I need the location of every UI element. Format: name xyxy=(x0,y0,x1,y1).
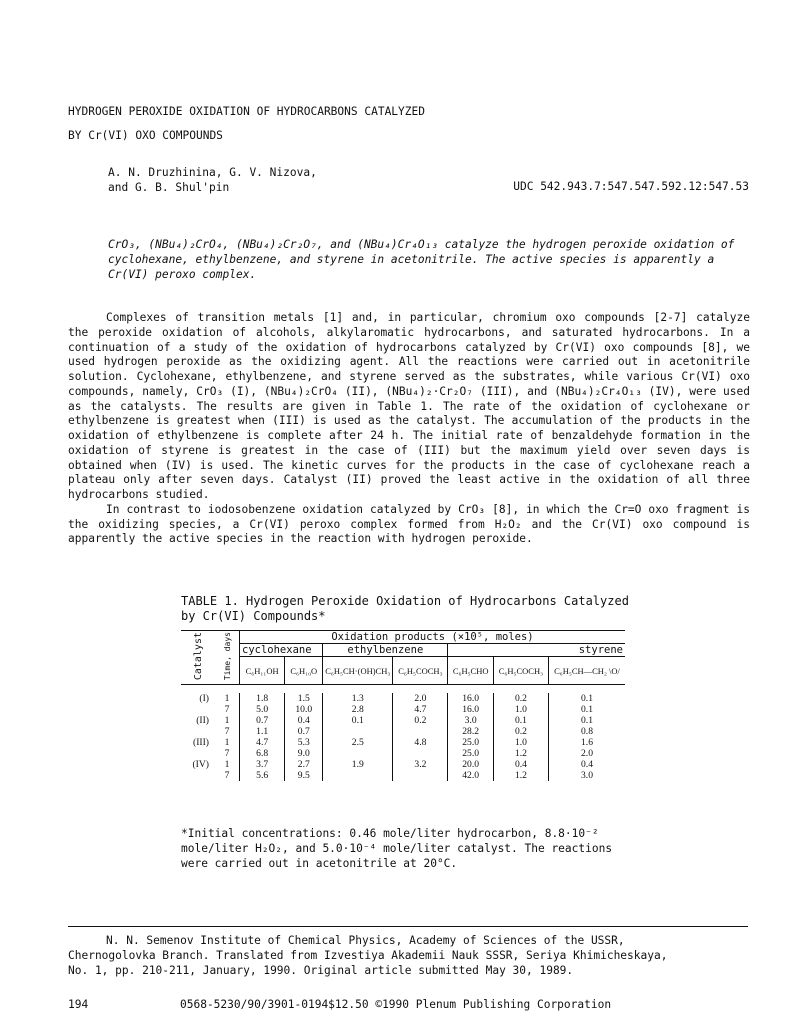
subheader-acetophenone-2: C₆H₅COCH₃ xyxy=(493,657,548,685)
rows-catalyst-III xyxy=(181,737,625,759)
value-cell: 0.2 xyxy=(393,715,448,726)
catalyst-header: Catalyst xyxy=(192,631,204,681)
time-cell: 7 xyxy=(224,726,230,737)
value-cell: 1.9 xyxy=(323,759,393,770)
group-cyclohexane: cyclohexane xyxy=(240,644,323,657)
page-number: 194 xyxy=(68,998,89,1011)
value-cell: 20.0 xyxy=(448,759,493,770)
table-row xyxy=(181,770,625,781)
table-row xyxy=(181,759,625,770)
value-cell: 0.1 xyxy=(549,693,626,704)
table-row xyxy=(181,715,625,726)
rows-catalyst-II xyxy=(181,715,625,737)
value-cell xyxy=(323,748,393,759)
value-cell: 0.2 xyxy=(493,726,548,737)
value-cell: 0.1 xyxy=(493,715,548,726)
value-cell: 0.2 xyxy=(493,693,548,704)
copyright-line: 0568-5230/90/3901-0194$12.50 ©1990 Plenum Publishing Corporation xyxy=(180,998,612,1011)
value-cell: 2.0 xyxy=(549,748,626,759)
value-cell: 6.8 xyxy=(240,748,285,759)
table-caption: TABLE 1. Hydrogen Peroxide Oxidation of Hydrocarbons Catalyzed by Cr(VI) Compounds* xyxy=(181,594,629,623)
value-cell: 16.0 xyxy=(448,704,493,715)
institution-line-2: Chernogolovka Branch. Translated from Izvestiya Akademii Nauk SSSR, Seriya Khimicheskaya, xyxy=(68,949,668,962)
table-row xyxy=(181,737,625,748)
subheader-styrene-oxide: C₆H₅CH—CH₂ \O/ xyxy=(549,657,626,685)
value-cell: 0.4 xyxy=(549,759,626,770)
value-cell: 1.1 xyxy=(240,726,285,737)
value-cell: 25.0 xyxy=(448,748,493,759)
title-line-2: BY Cr(VI) OXO COMPOUNDS xyxy=(68,129,223,142)
value-cell: 0.4 xyxy=(493,759,548,770)
udc-code: UDC 542.943.7:547.547.592.12:547.53 xyxy=(513,180,749,193)
time-cell: 1 xyxy=(224,759,230,770)
value-cell: 0.8 xyxy=(549,726,626,737)
value-cell: 1.5 xyxy=(285,693,323,704)
value-cell: 2.8 xyxy=(323,704,393,715)
value-cell: 0.7 xyxy=(285,726,323,737)
value-cell: 1.2 xyxy=(493,770,548,781)
body-text xyxy=(68,311,750,547)
time-cell: 1 xyxy=(224,737,230,748)
time-cell: 7 xyxy=(224,770,230,781)
group-ethylbenzene: ethylbenzene xyxy=(323,644,448,657)
subheader-acetophenone-1: C₆H₅COCH₃ xyxy=(393,657,448,685)
institution-line-1: N. N. Semenov Institute of Chemical Physics, Academy of Sciences of the USSR, xyxy=(106,934,625,947)
value-cell: 0.4 xyxy=(285,715,323,726)
value-cell: 1.2 xyxy=(493,748,548,759)
value-cell: 5.6 xyxy=(240,770,285,781)
value-cell: 3.7 xyxy=(240,759,285,770)
table-row xyxy=(181,748,625,759)
value-cell: 2.0 xyxy=(393,693,448,704)
value-cell: 5.0 xyxy=(240,704,285,715)
value-cell: 1.0 xyxy=(493,704,548,715)
rows-catalyst-IV xyxy=(181,759,625,781)
table-row xyxy=(181,693,625,704)
catalyst-label: (I) xyxy=(199,693,209,704)
authors-line-2: and G. B. Shul'pin xyxy=(108,181,230,194)
value-cell xyxy=(323,770,393,781)
time-header: Time, days xyxy=(222,631,232,681)
value-cell: 28.2 xyxy=(448,726,493,737)
value-cell: 9.5 xyxy=(285,770,323,781)
table-footnote: *Initial concentrations: 0.46 mole/liter hydrocarbon, 8.8·10⁻² mole/liter H₂O₂, and 5.0·10⁻⁴ mole/liter catalyst. The reactions were carried out in acetonitrile at 20°C. xyxy=(181,827,613,870)
value-cell: 2.7 xyxy=(285,759,323,770)
footer-divider xyxy=(68,926,748,927)
time-header-cell xyxy=(215,631,240,685)
paragraph-1: Complexes of transition metals [1] and, in particular, chromium oxo compounds [2-7] catalyze the peroxide oxidation of alcohols, alkylaromatic hydrocarbons, and saturated hydrocarbons. In a continuation of a study of the oxidation of hydrocarbons catalyzed by Cr(VI) oxo compounds [8], we used hydrogen peroxide as the oxidizing agent. All the reactions were carried out in acetonitrile solution. Cyclohexane, ethylbenzene, and styrene served as the substrates, while various Cr(VI) oxo compounds, namely, CrO₃ (I), (NBu₄)₂CrO₄ (II), (NBu₄)₂·Cr₂O₇ (III), and (NBu₄)₂Cr₄O₁₃ (IV), were used as the catalysts. The results are given in Table 1. The rate of the oxidation of cyclohexane or ethylbenzene is greatest when (III) is used as the catalyst. The accumulation of the products in the oxidation of ethylbenzene is complete after 24 h. The initial rate of benzaldehyde formation in the oxidation of styrene is greatest in the case of (III) but the maximum yield over seven days is obtained when (IV) is used. The kinetic curves for the products in the case of cyclohexane reach a plateau only after seven days. Catalyst (II) proved the least active in the oxidation of all three hydrocarbons studied. xyxy=(68,311,750,501)
value-cell: 3.2 xyxy=(393,759,448,770)
institution-line-3: No. 1, pp. 210-211, January, 1990. Original article submitted May 30, 1989. xyxy=(68,964,574,977)
subheader-cyclohexanone: C₆H₁₀O xyxy=(285,657,323,685)
time-cell: 1 xyxy=(224,693,230,704)
value-cell: 1.6 xyxy=(549,737,626,748)
value-cell: 0.1 xyxy=(323,715,393,726)
value-cell: 1.0 xyxy=(493,737,548,748)
catalyst-label: (III) xyxy=(193,737,209,748)
value-cell: 4.7 xyxy=(240,737,285,748)
value-cell xyxy=(393,726,448,737)
time-cell: 7 xyxy=(224,748,230,759)
catalyst-label: (IV) xyxy=(192,759,209,770)
time-cell: 1 xyxy=(224,715,230,726)
table-row xyxy=(181,704,625,715)
catalyst-label: (II) xyxy=(196,715,209,726)
table-row xyxy=(181,726,625,737)
value-cell: 4.7 xyxy=(393,704,448,715)
time-cell: 7 xyxy=(224,704,230,715)
title-line-1: HYDROGEN PEROXIDE OXIDATION OF HYDROCARBONS CATALYZED xyxy=(68,105,425,118)
abstract: CrO₃, (NBu₄)₂CrO₄, (NBu₄)₂Cr₂O₇, and (NBu₄)Cr₄O₁₃ catalyze the hydrogen peroxide oxidation of cyclohexane, ethylbenzene, and styrene in acetonitrile. The active species is apparently a Cr(VI) peroxo complex. xyxy=(108,238,735,281)
value-cell: 5.3 xyxy=(285,737,323,748)
value-cell xyxy=(323,726,393,737)
authors-line-1: A. N. Druzhinina, G. V. Nizova, xyxy=(108,166,317,179)
products-group-header: Oxidation products (×10⁵, moles) xyxy=(240,631,626,644)
value-cell: 1.8 xyxy=(240,693,285,704)
subheader-phenylethanol: C₆H₅CH·(OH)CH₃ xyxy=(323,657,393,685)
value-cell xyxy=(393,748,448,759)
value-cell: 0.7 xyxy=(240,715,285,726)
rows-catalyst-I xyxy=(181,693,625,715)
group-styrene: styrene xyxy=(448,644,625,657)
value-cell: 1.3 xyxy=(323,693,393,704)
value-cell: 9.0 xyxy=(285,748,323,759)
catalyst-header-cell xyxy=(181,631,215,685)
value-cell: 42.0 xyxy=(448,770,493,781)
value-cell xyxy=(393,770,448,781)
paragraph-2: In contrast to iodosobenzene oxidation catalyzed by CrO₃ [8], in which the Cr=O oxo fragment is the oxidizing species, a Cr(VI) peroxo complex formed from H₂O₂ and the Cr(VI) oxo compound is apparently the active species in the reaction with hydrogen peroxide. xyxy=(68,502,750,546)
value-cell: 0.1 xyxy=(549,715,626,726)
value-cell: 25.0 xyxy=(448,737,493,748)
authors xyxy=(108,165,317,195)
results-table xyxy=(181,630,625,781)
value-cell: 10.0 xyxy=(285,704,323,715)
subheader-cyclohexanol: C₆H₁₁OH xyxy=(240,657,285,685)
value-cell: 0.1 xyxy=(549,704,626,715)
value-cell: 3.0 xyxy=(448,715,493,726)
paper-title xyxy=(68,100,425,148)
value-cell: 16.0 xyxy=(448,693,493,704)
subheader-benzaldehyde: C₆H₅CHO xyxy=(448,657,493,685)
value-cell: 4.8 xyxy=(393,737,448,748)
value-cell: 2.5 xyxy=(323,737,393,748)
value-cell: 3.0 xyxy=(549,770,626,781)
institution-note xyxy=(68,933,758,978)
